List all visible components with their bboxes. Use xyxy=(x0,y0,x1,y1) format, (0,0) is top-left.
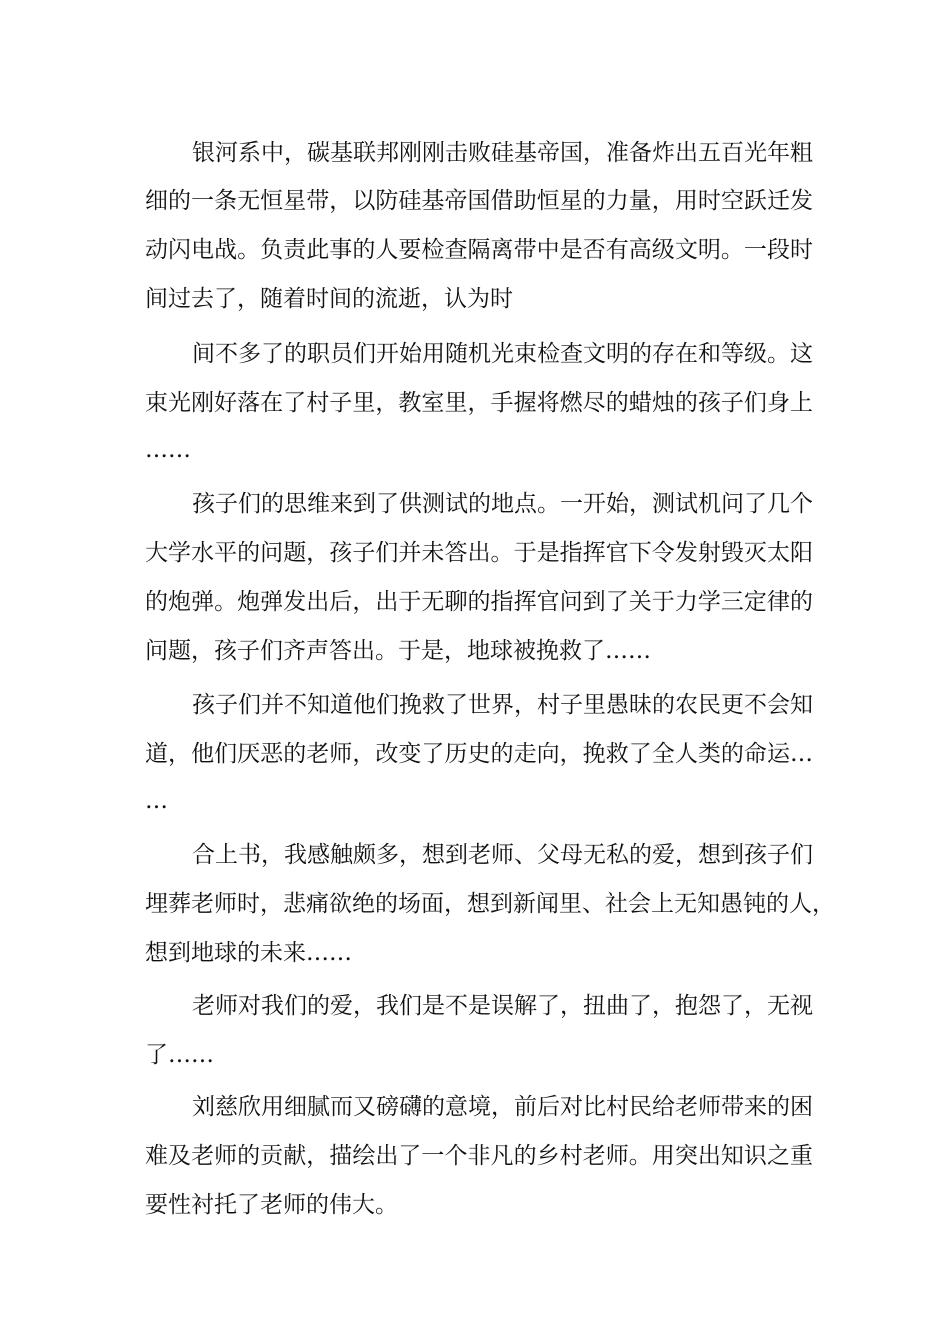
paragraph-6-line-2: 了…… xyxy=(145,1042,214,1068)
paragraph-4-line-2: 道，他们厌恶的老师，改变了历史的走向，挽救了全人类的命运… xyxy=(145,741,813,767)
paragraph-4-line-1: 孩子们并不知道他们挽救了世界，村子里愚昧的农民更不会知 xyxy=(192,692,813,718)
paragraph-1-line-2: 细的一条无恒星带，以防硅基帝国借助恒星的力量，用时空跃迁发 xyxy=(145,188,813,214)
paragraph-1-line-3: 动闪电战。负责此事的人要检查隔离带中是否有高级文明。一段时 xyxy=(145,237,813,263)
paragraph-3-line-3: 的炮弹。炮弹发出后，出于无聊的指挥官问到了关于力学三定律的 xyxy=(145,589,813,615)
paragraph-2-line-2: 束光刚好落在了村子里，教室里，手握将燃尽的蜡烛的孩子们身上 xyxy=(145,390,813,416)
paragraph-3-line-1: 孩子们的思维来到了供测试的地点。一开始，测试机问了几个 xyxy=(192,491,813,517)
paragraph-5-line-1: 合上书，我感触颇多，想到老师、父母无私的爱，想到孩子们 xyxy=(192,842,813,868)
paragraph-2-line-1: 间不多了的职员们开始用随机光束检查文明的存在和等级。这 xyxy=(192,341,813,367)
paragraph-1-line-4: 间过去了，随着时间的流逝，认为时 xyxy=(145,286,513,312)
paragraph-6-line-1: 老师对我们的爱，我们是不是误解了，扭曲了，抱怨了，无视 xyxy=(192,993,813,1019)
paragraph-7-line-2: 难及老师的贡献，描绘出了一个非凡的乡村老师。用突出知识之重 xyxy=(145,1143,813,1169)
paragraph-7-line-1: 刘慈欣用细腻而又磅礴的意境，前后对比村民给老师带来的困 xyxy=(192,1094,813,1120)
paragraph-3-line-4: 问题，孩子们齐声答出。于是，地球被挽救了…… xyxy=(145,638,651,664)
paragraph-1-line-1: 银河系中，碳基联邦刚刚击败硅基帝国，准备炸出五百光年粗 xyxy=(192,140,813,166)
paragraph-5-line-3: 想到地球的未来…… xyxy=(145,940,352,966)
paragraph-7-line-3: 要性衬托了老师的伟大。 xyxy=(145,1192,398,1218)
paragraph-2-line-3: …… xyxy=(145,437,191,463)
paragraph-5-line-2: 埋葬老师时，悲痛欲绝的场面，想到新闻里、社会上无知愚钝的人， xyxy=(145,891,835,917)
paragraph-4-line-3: … xyxy=(145,788,168,814)
paragraph-3-line-2: 大学水平的问题，孩子们并未答出。于是指挥官下令发射毁灭太阳 xyxy=(145,540,813,566)
